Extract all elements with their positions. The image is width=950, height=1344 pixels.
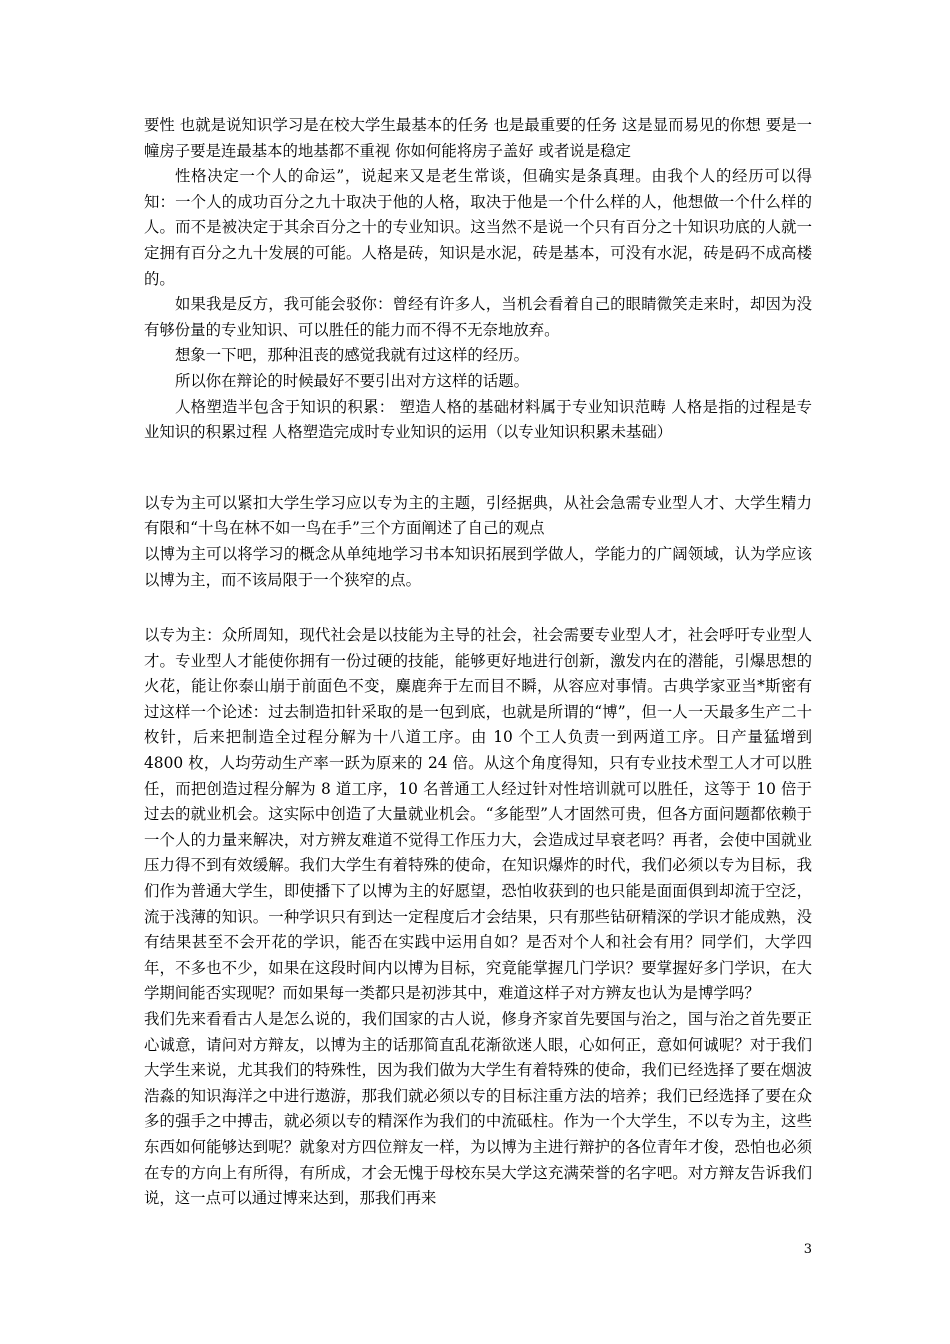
paragraph-personality-knowledge: 人格塑造半包含于知识的积累： 塑造人格的基础材料属于专业知识范畴 人格是指的过程是专业知识的积累过程 人格塑造完成时专业知识的运用（以专业知识积累未基础） bbox=[144, 397, 812, 442]
paragraph-specialize-argument: 以专为主：众所周知，现代社会是以技能为主导的社会，社会需要专业型人才，社会呼吁专业型人才。专业型人才能使你拥有一份过硬的技能，能够更好地进行创新，激发内在的潜能，引爆思想的火花，能让你泰山崩于前面色不变，麋鹿奔于左而目不瞬，从容应对事情。古典学家亚当*斯密有过这样一个论述：过去制造扣针采取的是一包到底，也就是所谓的“博”，但一人一天最多生产二十枚针，后来把制造全过程分解为十八道工序。由 10 个工人负责一到两道工序。日产量猛增到 4800 枚，人均劳动生产率一跃为原来的 24 倍。从这个角度得知，只有专业技术型工人才可以胜任，而把创造过程分解为 8 道工序，10 名普通工人经过针对性培训就可以胜任，这等于 10 倍于过去的就业机会。这实际中创造了大量就业机会。“多能型”人才固然可贵，但各方面问题都依赖于一个人的力量来解决，对方辨友难道不觉得工作压力大，会造成过早衰老吗？再者，会使中国就业压力得不到有效缓解。我们大学生有着特殊的使命，在知识爆炸的时代，我们必须以专为目标，我们作为普通大学生，即使播下了以博为主的好愿望，恐怕收获到的也只能是面面俱到却流于空泛，流于浅薄的知识。一种学识只有到达一定程度后才会结果，只有那些钻研精深的学识才能成熟，没有结果甚至不会开花的学识，能否在实践中运用自如？是否对个人和社会有用？同学们，大学四年，不多也不少，如果在这段时间内以博为目标，究竟能掌握几门学识？要掌握好多门学识，在大学期间能否实现呢？而如果每一类都只是初涉其中，难道这样子对方辨友也认为是博学吗？ bbox=[144, 626, 812, 1003]
paragraph-rebuttal: 如果我是反方，我可能会驳你：曾经有许多人，当机会看着自己的眼睛微笑走来时，却因为没有够份量的专业知识、可以胜任的能力而不得不无奈地放弃。 bbox=[144, 295, 812, 339]
paragraph-fragment-1: 要性 也就是说知识学习是在校大学生最基本的任务 也是最重要的任务 这是显而易见的你想 要是一幢房子要是连最基本的地基都不重视 你如何能将房子盖好 或者说是稳定 bbox=[144, 116, 812, 160]
page-number: 3 bbox=[803, 1242, 812, 1257]
paragraph-personality: 性格决定一个人的命运”，说起来又是老生常谈，但确实是条真理。由我个人的经历可以得知：一个人的成功百分之九十取决于他的人格，取决于他是一个什么样的人，他想做一个什么样的人。而不是被决定于其余百分之十的专业知识。这当然不是说一个只有百分之十知识功底的人就一定拥有百分之九十发展的可能。人格是砖，知识是水泥，砖是基本，可没有水泥，砖是码不成高楼的。 bbox=[144, 167, 812, 288]
spacer bbox=[144, 446, 812, 491]
paragraph-broad-summary: 以博为主可以将学习的概念从单纯地学习书本知识拓展到学做人，学能力的广阔领域，认为学应该以博为主，而不该局限于一个狭窄的点。 bbox=[144, 544, 812, 589]
spacer bbox=[144, 593, 812, 623]
paragraph-ancient-argument: 我们先来看看古人是怎么说的，我们国家的古人说，修身齐家首先要国与治之，国与治之首先要正心诚意，请问对方辩友，以博为主的话那简直乱花渐欲迷人眼，心如何正，意如何诚呢？对于我们大学生来说，尤其我们的特殊性，因为我们做为大学生有着特殊的使命，我们已经选择了要在烟波浩淼的知识海洋之中进行遨游，那我们就必须以专的目标注重方法的培养；我们已经选择了要在众多的强手之中搏击，就必须以专的精深作为我们的中流砥柱。作为一个大学生，不以专为主，这些东西如何能够达到呢？就象对方四位辩友一样，为以博为主进行辩护的各位青年才俊，恐怕也必须在专的方向上有所得，有所成，才会无愧于母校东吴大学这充满荣誉的名字吧。对方辩友告诉我们说，这一点可以通过博来达到，那我们再来 bbox=[144, 1010, 812, 1208]
paragraph-imagine: 想象一下吧，那种沮丧的感觉我就有过这样的经历。 bbox=[175, 346, 529, 365]
paragraph-advice: 所以你在辩论的时候最好不要引出对方这样的话题。 bbox=[175, 371, 529, 390]
paragraph-specialize-summary: 以专为主可以紧扣大学生学习应以专为主的主题，引经据典，从社会急需专业型人才、大学生精力有限和“十鸟在林不如一鸟在手”三个方面阐述了自己的观点 bbox=[144, 493, 812, 538]
document-body bbox=[144, 113, 812, 1212]
